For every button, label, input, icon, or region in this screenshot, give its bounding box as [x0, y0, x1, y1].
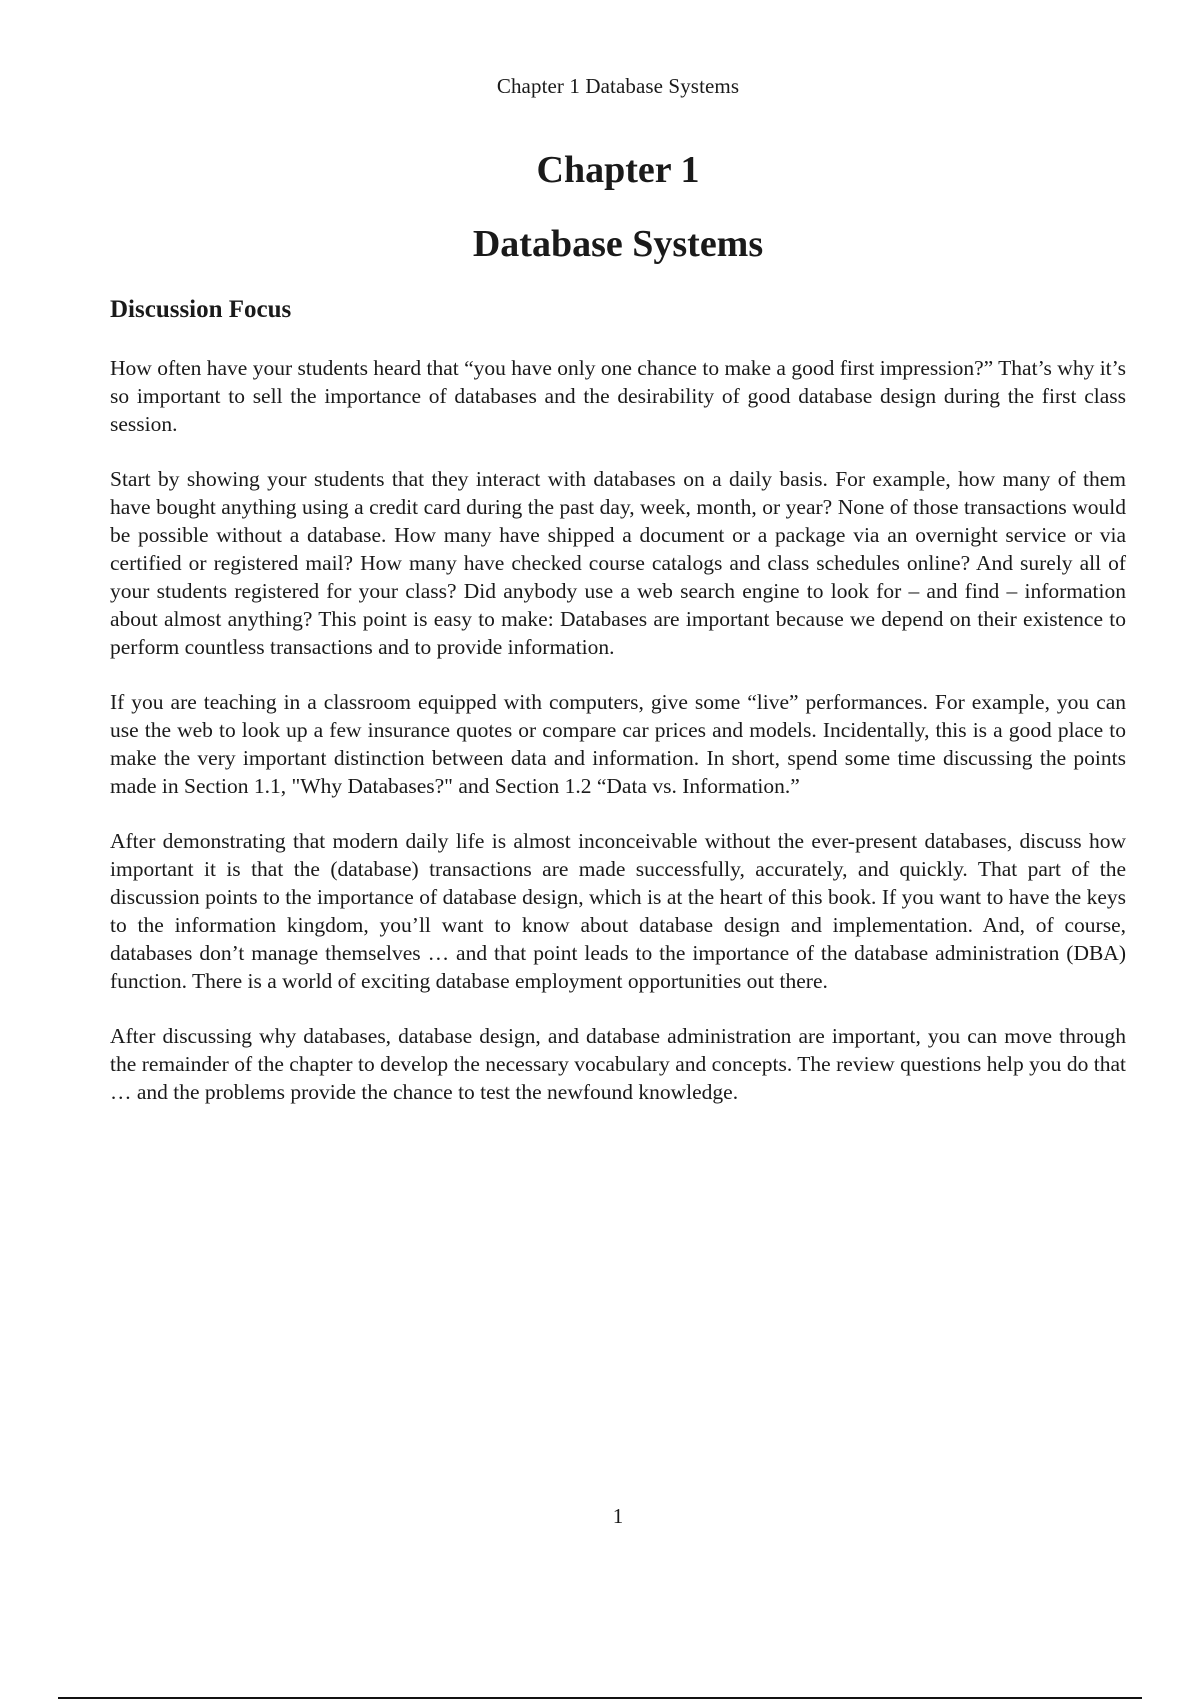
- paragraph: After discussing why databases, database design, and database administration are important, you can move through the remainder of the chapter to develop the necessary vocabulary and concepts. The review questions help you do that … and the problems provide the chance to test the newfound knowledge.: [110, 1024, 1126, 1104]
- paragraph: Start by showing your students that they interact with databases on a daily basis. For example, how many of them have bought anything using a credit card during the past day, week, month, or year? None of those transactions would be possible without a database. How many have shipped a document or a package via an overnight service or via certified or registered mail? How many have checked course catalogs and class schedules online? And surely all of your students registered for your class? Did anybody use a web search engine to look for – and find – information about almost anything? This point is easy to make: Databases are important because we depend on their existence to perform countless transactions and to provide information.: [110, 467, 1126, 659]
- running-header: Chapter 1 Database Systems: [496, 74, 740, 98]
- paragraph: If you are teaching in a classroom equipped with computers, give some “live” performances. For example, you can use the web to look up a few insurance quotes or compare car prices and models. Incidentally, this is a good place to make the very important distinction between data and information. In short, spend some time discussing the points made in Section 1.1, "Why Databases?" and Section 1.2 “Data vs. Information.”: [110, 690, 1126, 798]
- section-heading: Discussion Focus: [110, 296, 292, 323]
- paragraph: After demonstrating that modern daily life is almost inconceivable without the ever-present databases, discuss how important it is that the (database) transactions are made successfully, accurately, and quickly. That part of the discussion points to the importance of database design, which is at the heart of this book. If you want to have the keys to the information kingdom, you’ll want to know about database design and implementation. And, of course, databases don’t manage themselves … and that point leads to the importance of the database administration (DBA) function. There is a world of exciting database employment opportunities out there.: [110, 829, 1126, 993]
- paragraph: How often have your students heard that “you have only one chance to make a good first impression?” That’s why it’s so important to sell the importance of databases and the desirability of good database design during the first class session.: [110, 356, 1126, 436]
- body-text: [110, 354, 1126, 1133]
- chapter-number: Chapter 1: [536, 149, 700, 191]
- chapter-title: Database Systems: [472, 223, 764, 265]
- page-number: 1: [612, 1504, 624, 1528]
- bottom-divider: [58, 1697, 1142, 1699]
